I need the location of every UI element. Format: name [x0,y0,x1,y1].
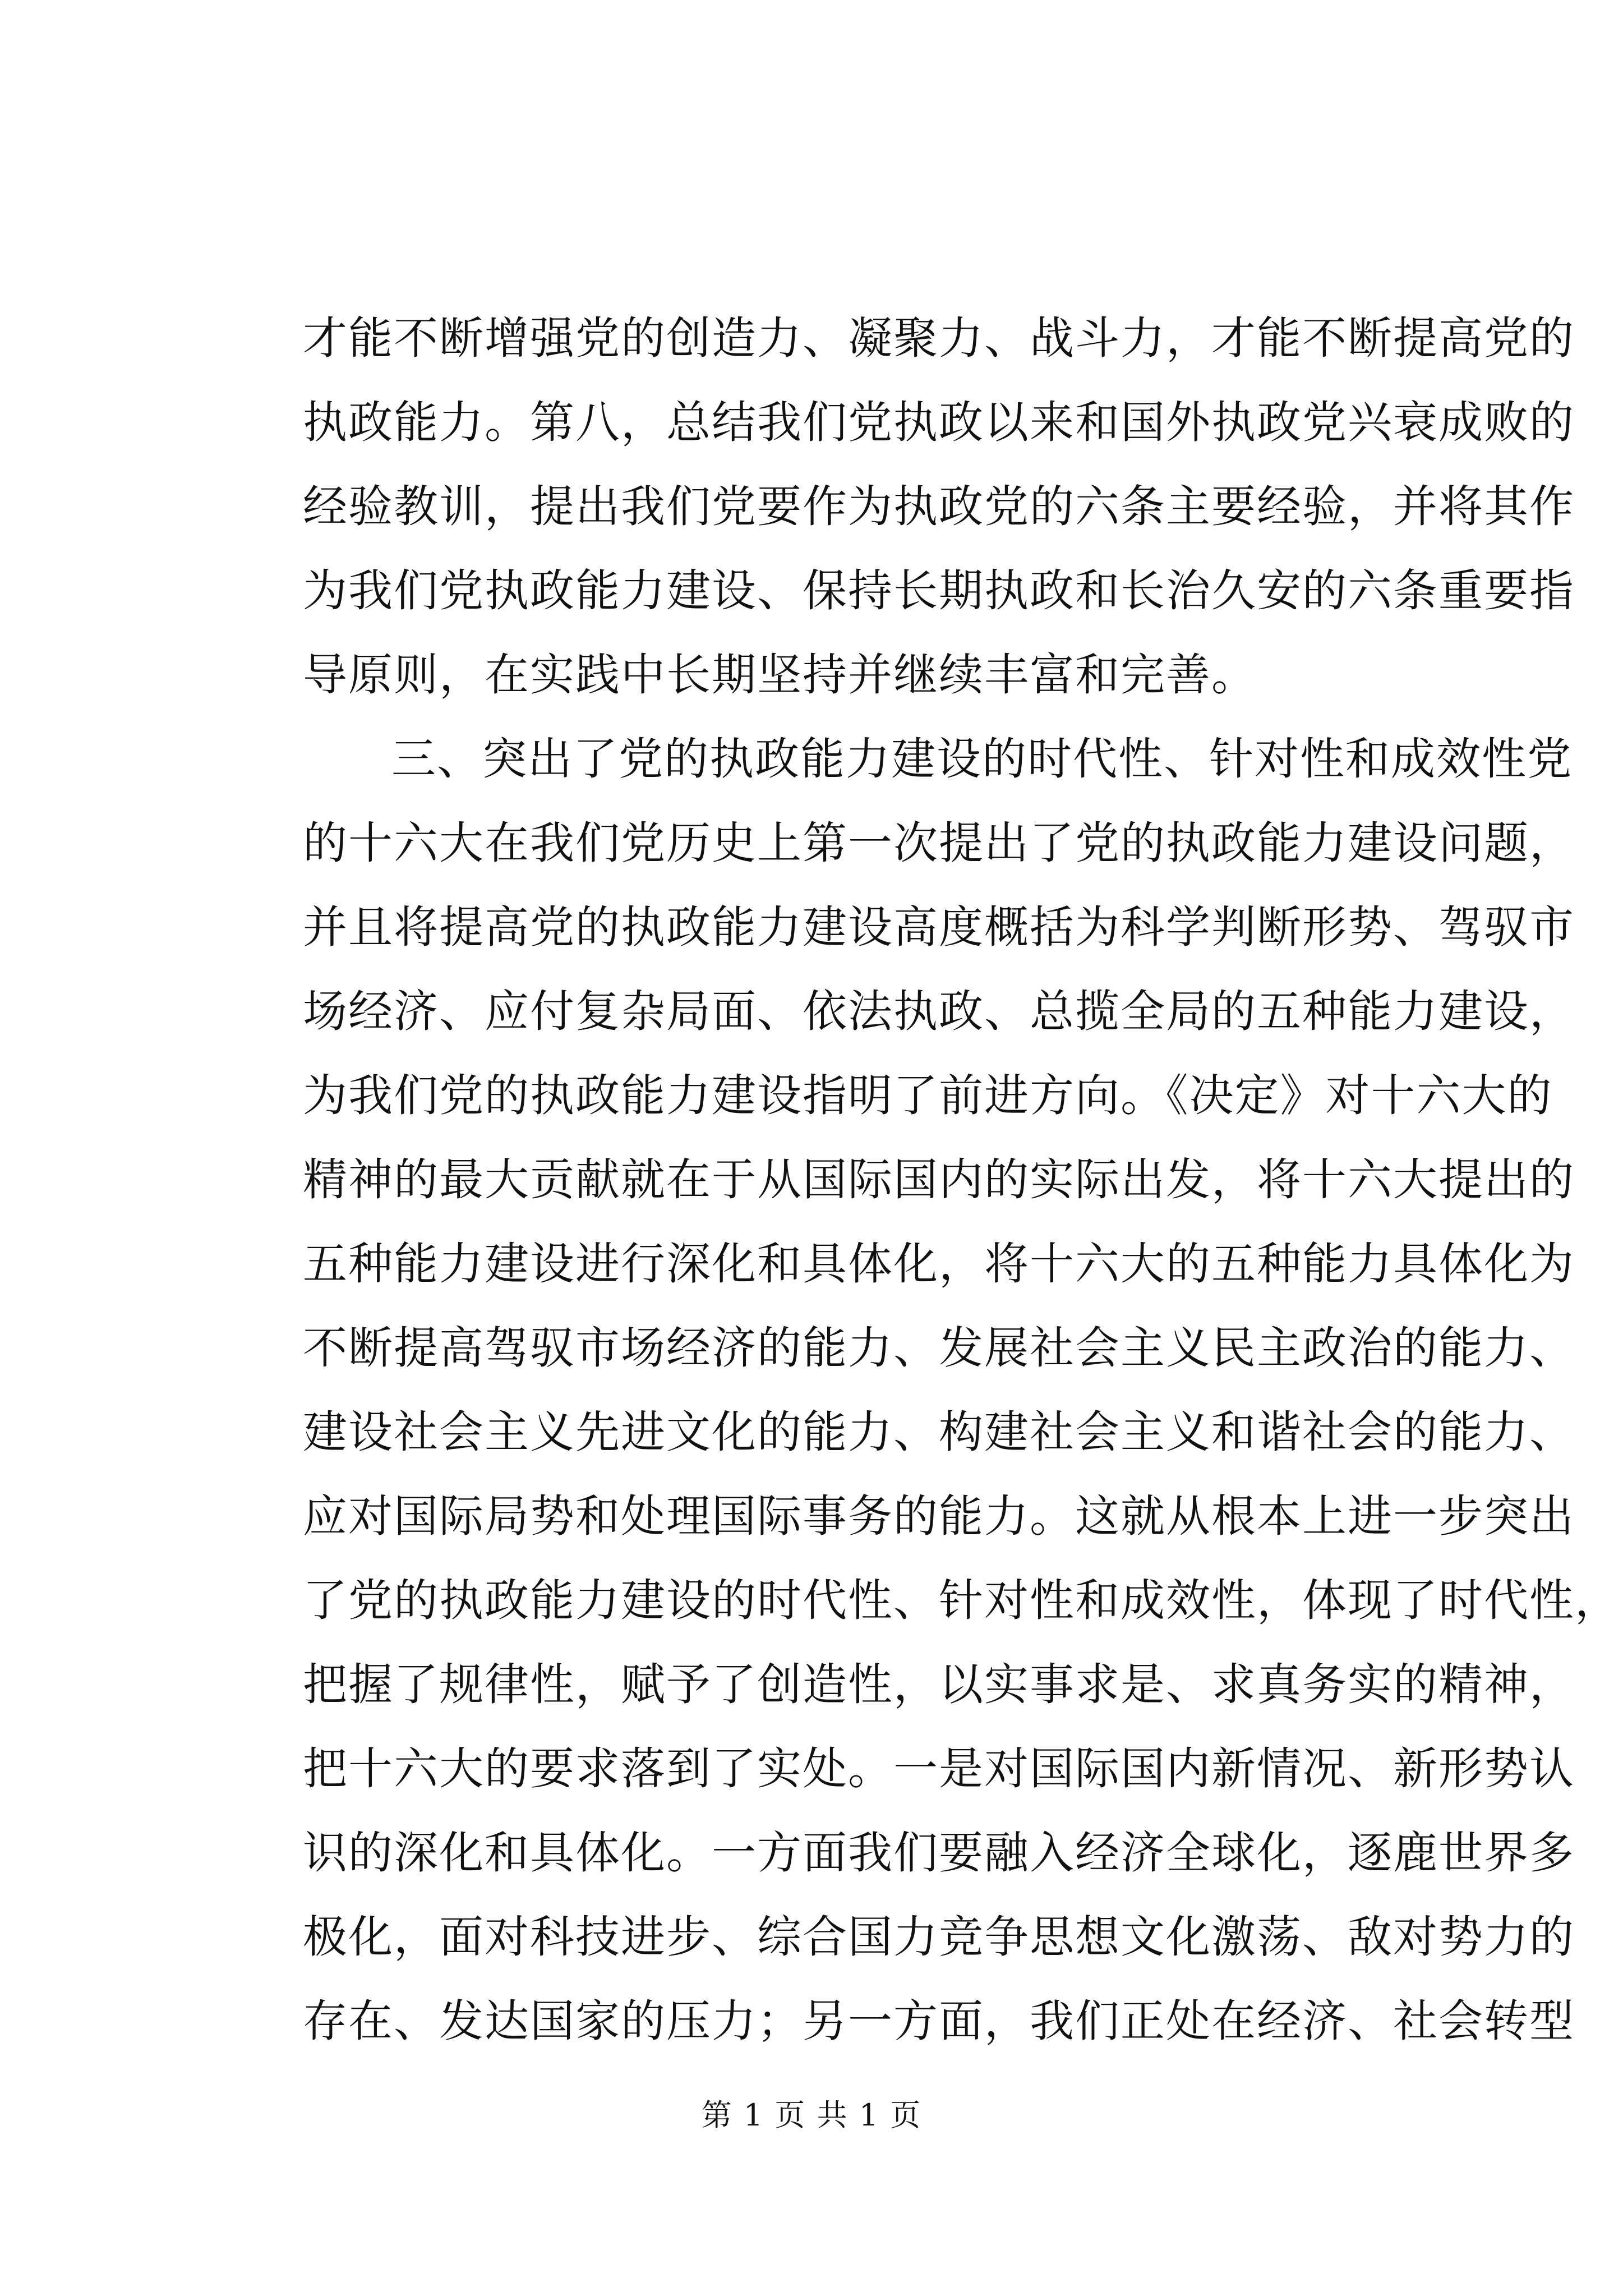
text-line-2: 执政能力。第八，总结我们党执政以来和国外执政党兴衰成败的 [303,397,1575,448]
page-footer: 第 1 页 共 1 页 [701,2097,922,2133]
text-line-12: 五种能力建设进行深化和具体化，将十六大的五种能力具体化为 [303,1238,1575,1290]
text-line-1: 才能不断增强党的创造力、凝聚力、战斗力，才能不断提高党的 [303,312,1575,364]
text-line-11: 精神的最大贡献就在于从国际国内的实际出发，将十六大提出的 [303,1154,1575,1205]
text-line-6: 三、突出了党的执政能力建设的时代性、针对性和成效性党 [391,733,1573,785]
text-line-10: 为我们党的执政能力建设指明了前进方向。《决定》对十六大的 [303,1070,1553,1121]
text-line-4: 为我们党执政能力建设、保持长期执政和长治久安的六条重要指 [303,565,1575,616]
text-line-14: 建设社会主义先进文化的能力、构建社会主义和谐社会的能力、 [303,1406,1575,1458]
text-line-5: 导原则，在实践中长期坚持并继续丰富和完善。 [303,649,1257,701]
text-line-9: 场经济、应付复杂局面、依法执政、总揽全局的五种能力建设， [303,986,1575,1037]
text-line-18: 把十六大的要求落到了实处。一是对国际国内新情况、新形势认 [303,1743,1575,1795]
body-text [303,296,1620,2063]
text-line-19: 识的深化和具体化。一方面我们要融入经济全球化，逐鹿世界多 [303,1827,1575,1879]
text-line-21: 存在、发达国家的压力；另一方面，我们正处在经济、社会转型 [303,1995,1575,2047]
text-line-20: 极化，面对科技进步、综合国力竞争思想文化激荡、敌对势力的 [303,1911,1575,1963]
text-line-3: 经验教训，提出我们党要作为执政党的六条主要经验，并将其作 [303,481,1575,532]
text-line-16: 了党的执政能力建设的时代性、针对性和成效性，体现了时代性， [303,1575,1620,1626]
text-line-13: 不断提高驾驭市场经济的能力、发展社会主义民主政治的能力、 [303,1322,1575,1374]
text-line-17: 把握了规律性，赋予了创造性，以实事求是、求真务实的精神， [303,1659,1575,1710]
text-line-7: 的十六大在我们党历史上第一次提出了党的执政能力建设问题， [303,817,1575,869]
text-line-8: 并且将提高党的执政能力建设高度概括为科学判断形势、驾驭市 [303,901,1575,953]
text-line-15: 应对国际局势和处理国际事务的能力。这就从根本上进一步突出 [303,1490,1575,1542]
